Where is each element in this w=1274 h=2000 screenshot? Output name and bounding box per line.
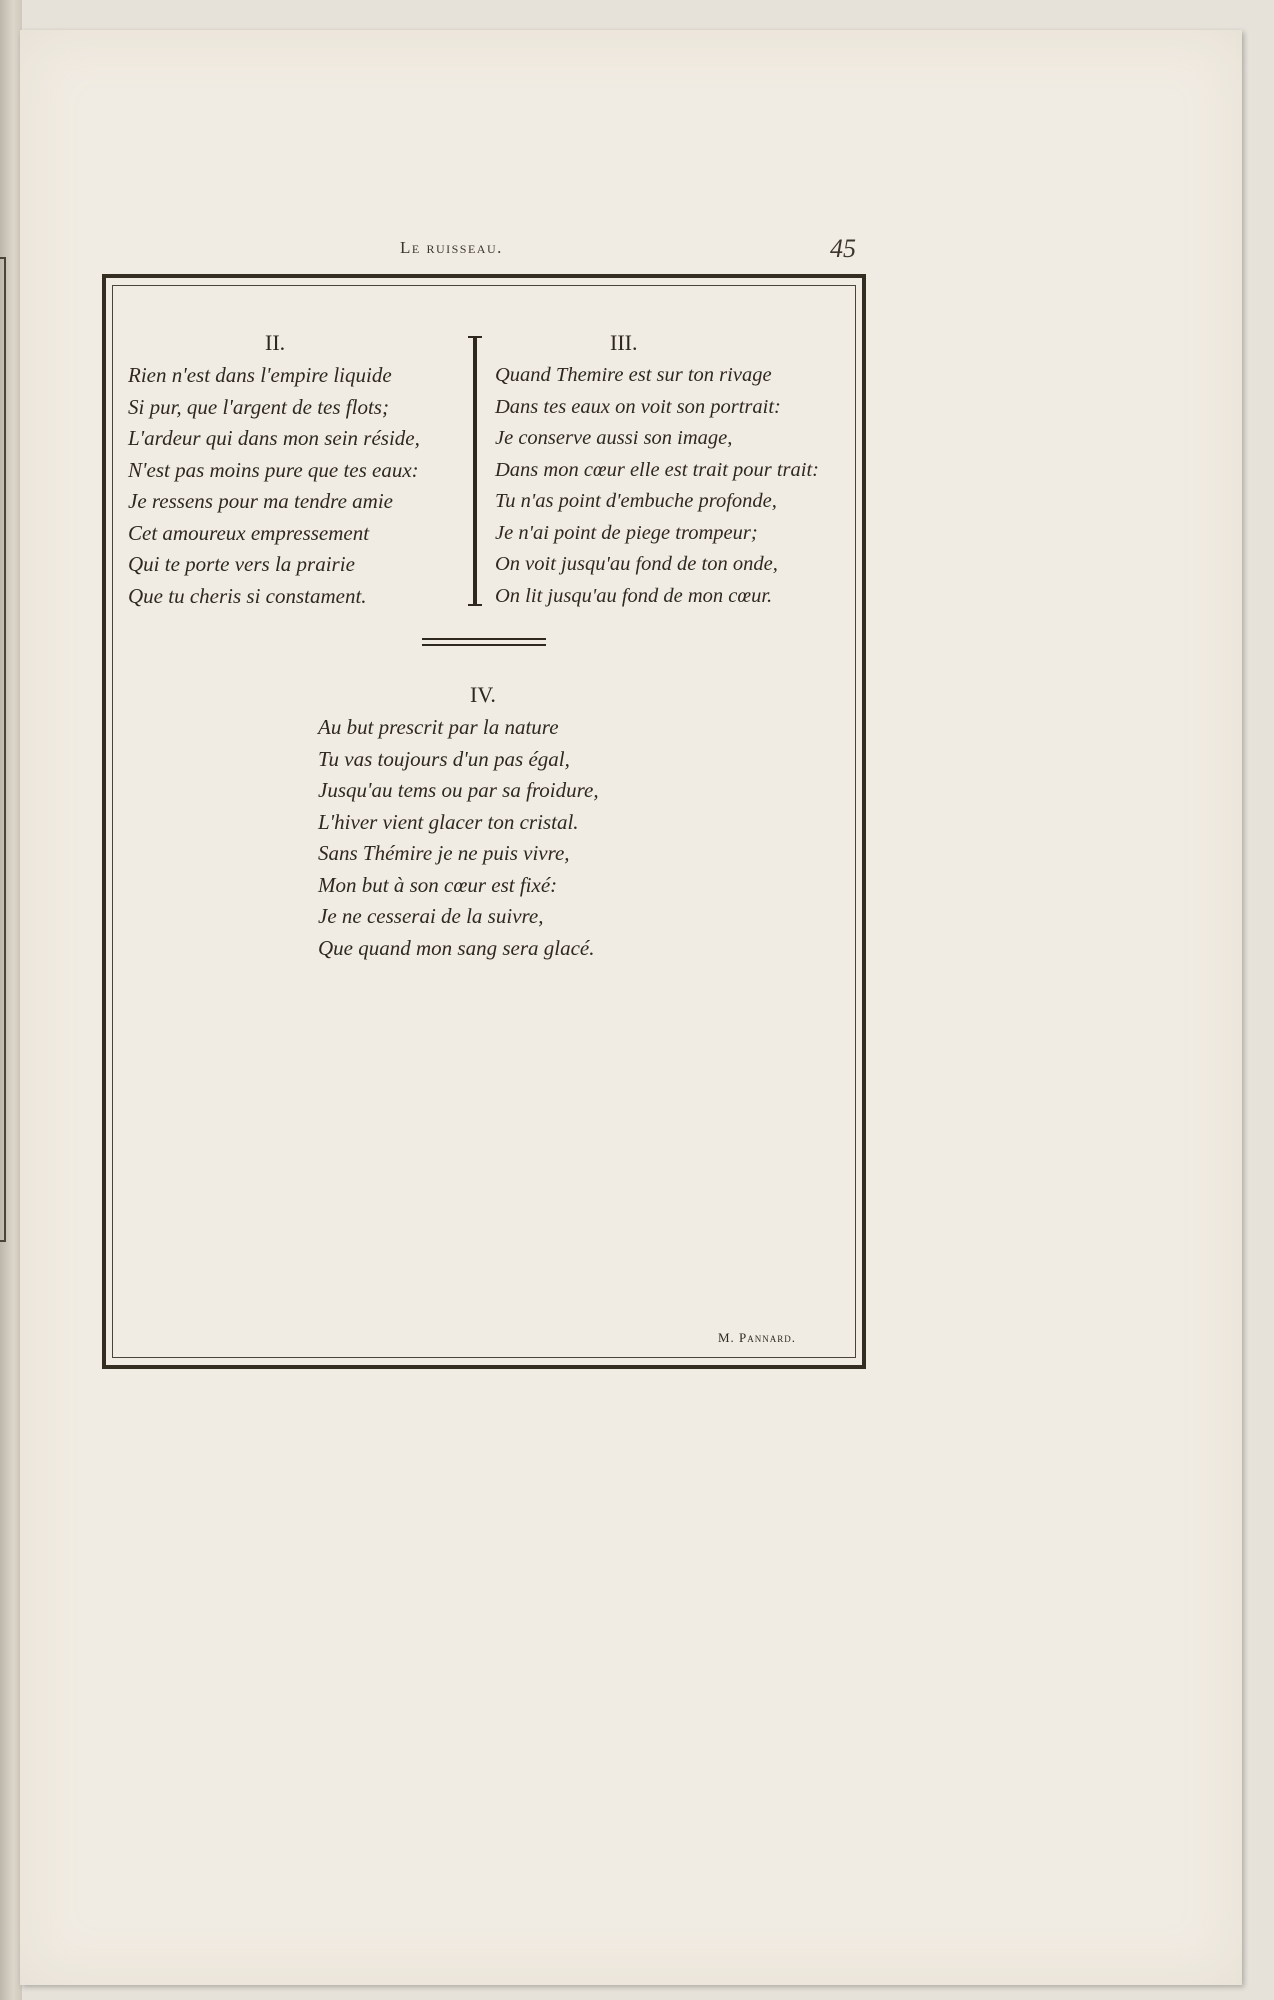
verse-line: Sans Thémire je ne puis vivre, [318,841,570,865]
verse-line: Cet amoureux empressement [128,520,370,545]
verse-line: Tu vas toujours d'un pas égal, [318,746,570,771]
author-signature: M. Pannard. [718,1330,797,1345]
verse-line: Qui te porte vers la prairie [128,552,355,576]
verse-line: Je n'ai point de piege trompeur; [495,521,758,544]
verse-line: Dans tes eaux on voit son portrait: [495,395,781,418]
verse-line: Je ressens pour ma tendre amie [128,489,393,513]
page-number: 45 [830,234,856,263]
verse-line: N'est pas moins pure que tes eaux: [128,457,419,482]
verse-line: Mon but à son cœur est fixé: [318,872,558,897]
verse-line: L'ardeur qui dans mon sein réside, [128,426,420,450]
verse-line: L'hiver vient glacer ton cristal. [318,809,579,834]
verse-line: On lit jusqu'au fond de mon cœur. [495,584,773,607]
stanza-iii [495,360,819,612]
verse-line: Je ne cesserai de la suivre, [318,904,544,928]
stanza-ii [128,360,420,612]
verse-line: On voit jusqu'au fond de ton onde, [495,553,778,575]
verse-line: Tu n'as point d'embuche profonde, [495,490,777,512]
verse-line: Que tu cheris si constament. [128,583,367,608]
verse-line: Quand Themire est sur ton rivage [495,364,772,386]
stanza-divider-bracket [473,336,481,606]
stanza-iv [318,712,599,964]
stanza-iv-numeral: IV. [470,682,496,707]
stanza-ii-numeral: II. [265,330,286,355]
double-rule-divider [422,638,546,646]
verse-line: Dans mon cœur elle est trait pour trait: [495,458,820,481]
verse-line: Au but prescrit par la nature [318,715,559,739]
verse-line: Que quand mon sang sera glacé. [318,935,595,960]
adjacent-page-frame-edge [0,257,6,1242]
verse-line: Je conserve aussi son image, [495,427,733,449]
verse-line: Jusqu'au tems ou par sa froidure, [318,778,599,802]
verse-line: Rien n'est dans l'empire liquide [128,363,392,387]
running-head: Le ruisseau. [400,238,503,257]
verse-line: Si pur, que l'argent de tes flots; [128,394,389,419]
stanza-iii-numeral: III. [610,330,638,355]
